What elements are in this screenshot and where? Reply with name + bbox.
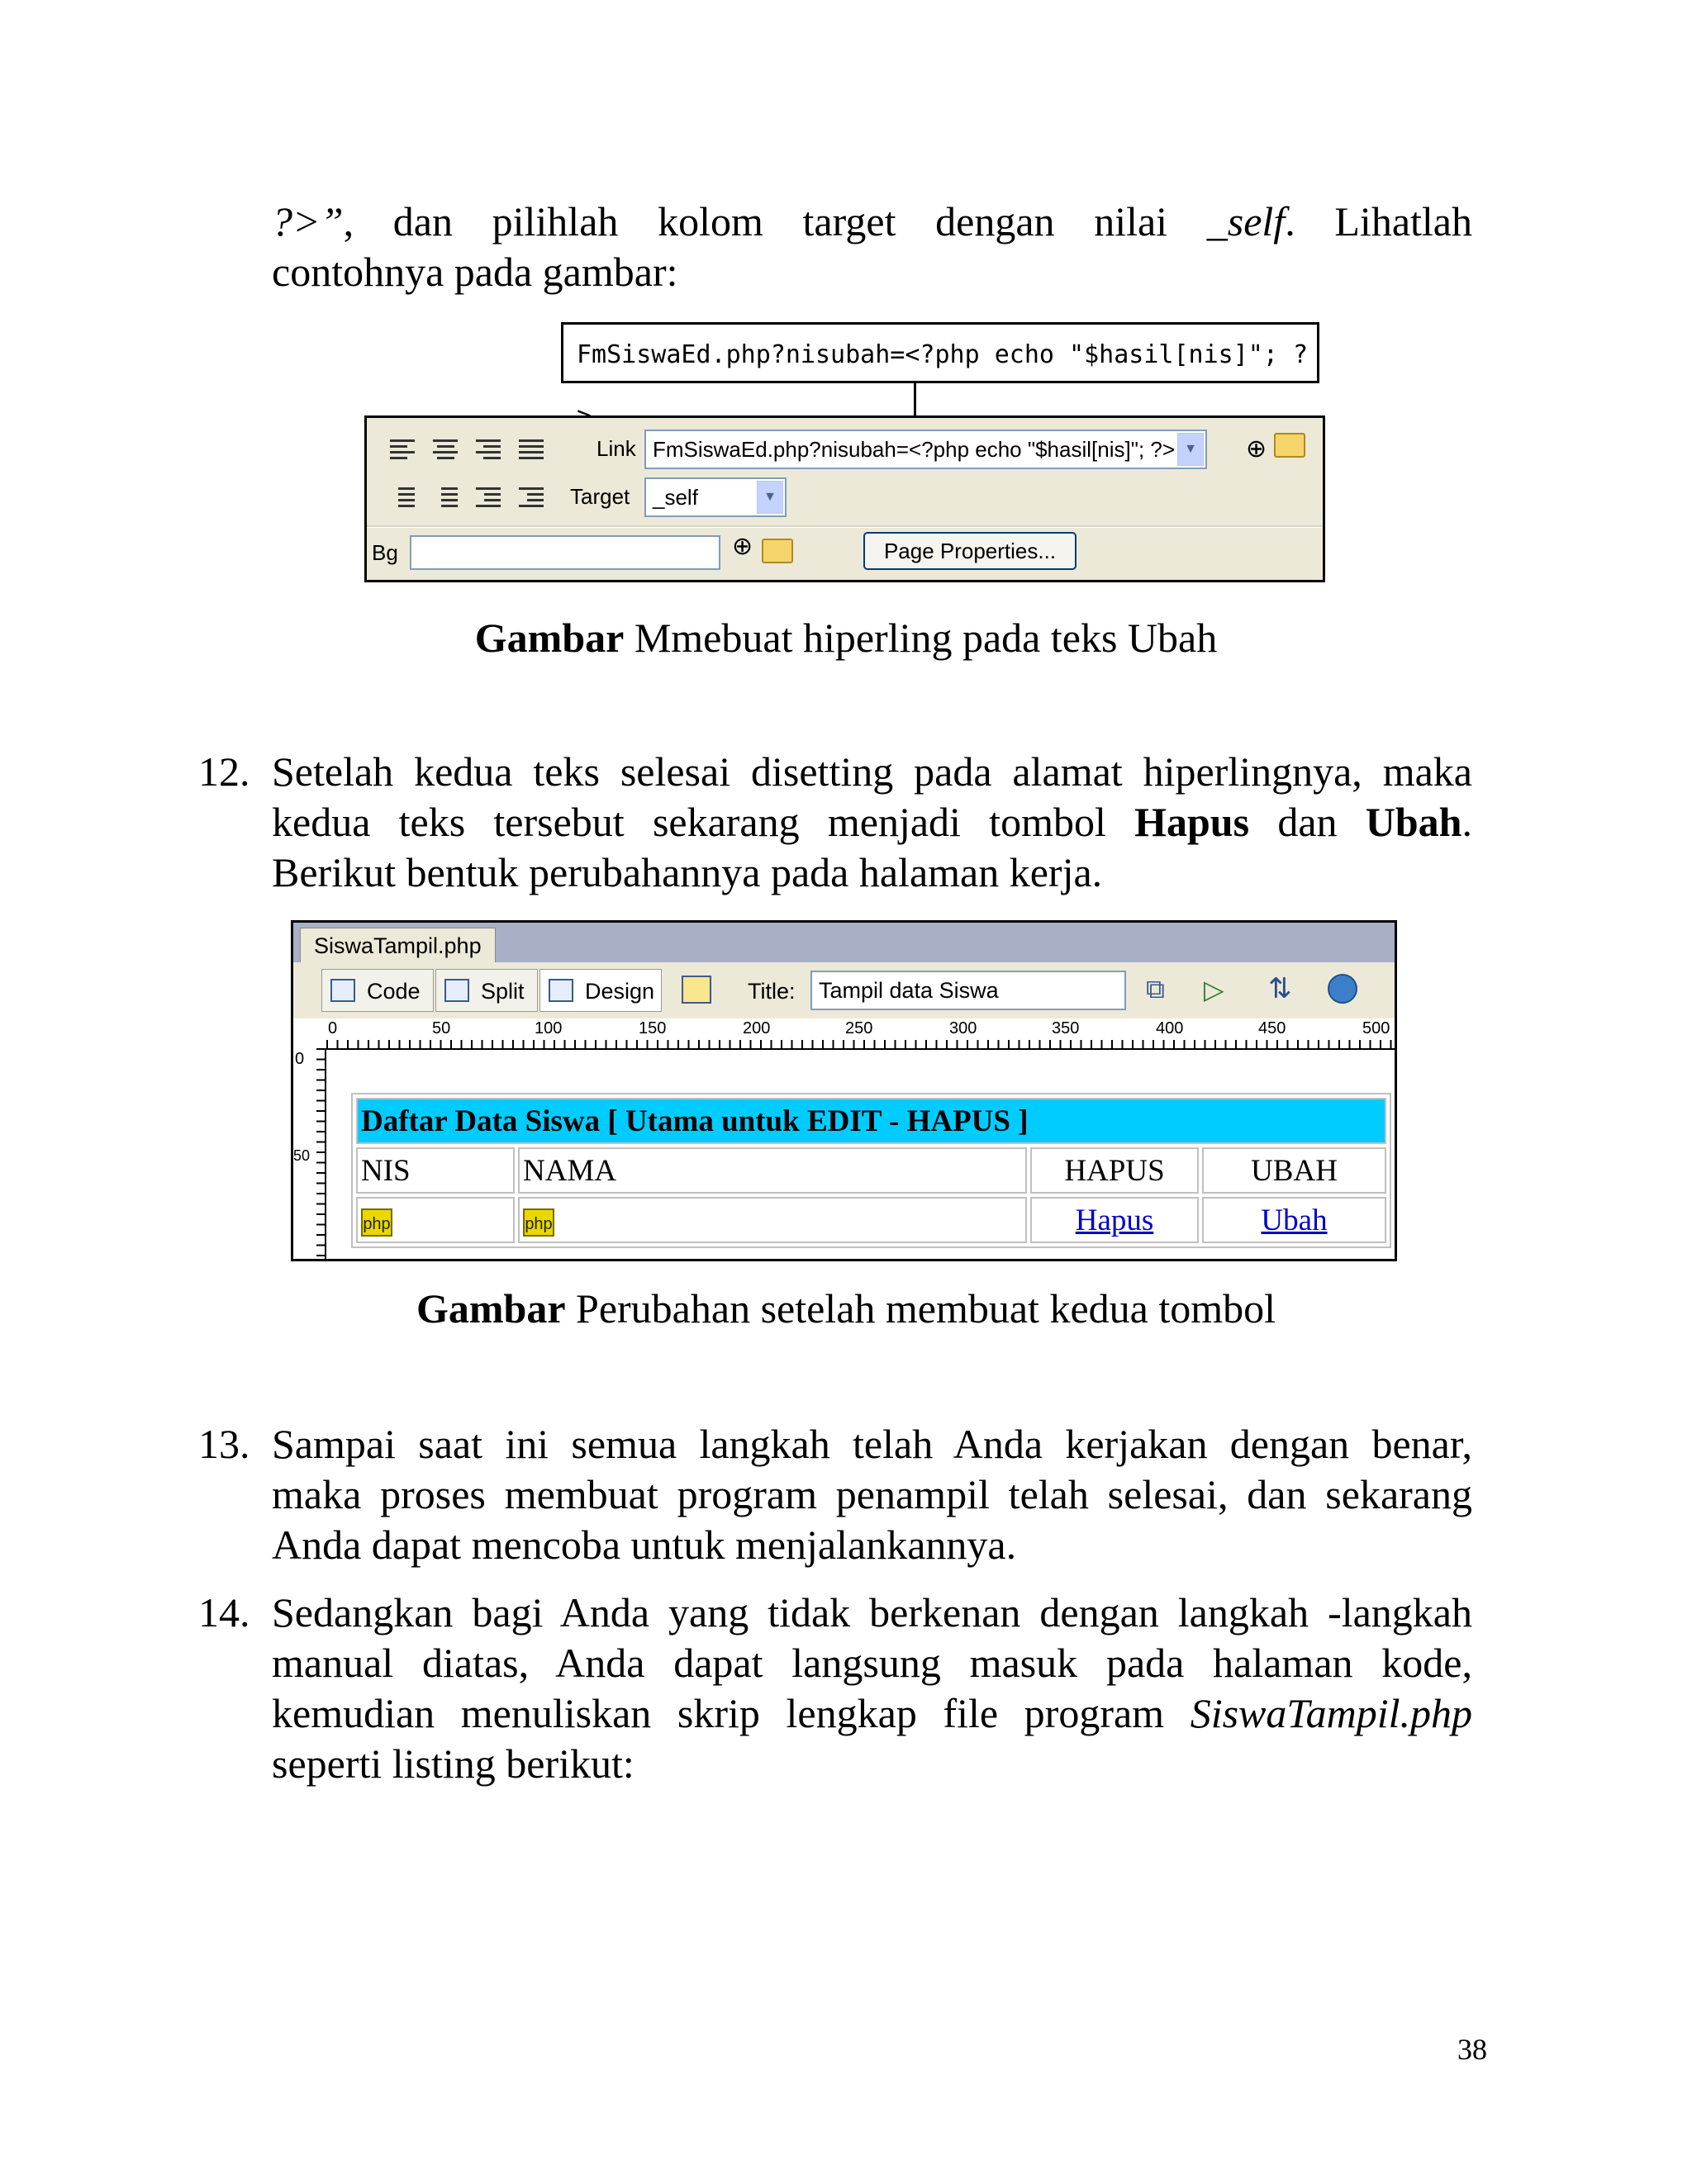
folder-icon[interactable] bbox=[762, 539, 793, 563]
table-title: Daftar Data Siswa [ Utama untuk EDIT - HAPUS ] bbox=[356, 1098, 1386, 1144]
php-code-icon[interactable]: php bbox=[523, 1208, 554, 1237]
step12-number: 12. bbox=[198, 748, 250, 795]
design-view-button[interactable]: Design bbox=[539, 969, 662, 1012]
chevron-down-icon[interactable]: ▼ bbox=[757, 481, 783, 514]
col-ubah-header: UBAH bbox=[1202, 1147, 1386, 1194]
folder-icon[interactable] bbox=[1274, 433, 1305, 458]
align-left-icon[interactable] bbox=[390, 439, 415, 463]
step13-paragraph: Sampai saat ini semua langkah telah Anda kerjakan dengan benar, maka proses membuat program penampil telah selesai, dan sekarang Anda dapat mencoba untuk menjalankannya. bbox=[272, 1421, 1472, 1568]
align-justify-icon[interactable] bbox=[519, 439, 544, 463]
point-to-file-icon[interactable]: ⊕ bbox=[732, 533, 753, 560]
link-callout: FmSiswaEd.php?nisubah=<?php echo "$hasil[nis]"; ? bbox=[561, 322, 1319, 383]
split-icon bbox=[444, 979, 469, 1002]
unordered-list-icon[interactable] bbox=[390, 487, 415, 510]
ruler-minor-ticks bbox=[326, 1040, 1395, 1048]
vertical-ruler bbox=[293, 1048, 326, 1259]
step14-number: 14. bbox=[198, 1589, 250, 1636]
ruler-tick: 350 bbox=[1052, 1019, 1080, 1037]
ruler-minor-ticks bbox=[316, 1048, 325, 1259]
target-select-value: _self bbox=[653, 485, 698, 510]
col-hapus-header: HAPUS bbox=[1030, 1147, 1199, 1194]
ruler-tick: 0 bbox=[328, 1019, 338, 1037]
siswa-table bbox=[351, 1093, 1391, 1248]
ordered-list-icon[interactable] bbox=[433, 487, 458, 510]
table-row bbox=[356, 1197, 1386, 1243]
title-field-value: Tampil data Siswa bbox=[819, 978, 999, 1003]
ruler-tick: 300 bbox=[949, 1019, 977, 1037]
ruler-tick: 250 bbox=[845, 1019, 873, 1037]
ruler-tick: 50 bbox=[432, 1019, 451, 1037]
link-label: Link bbox=[596, 436, 636, 461]
step13-number: 13. bbox=[198, 1421, 250, 1467]
step14-paragraph: Sedangkan bagi Anda yang tidak berkenan dengan langkah -langkah manual diatas, Anda dapat langsung masuk pada halaman kode, kemudian menuliskan skrip lengkap file program SiswaTampil.php seperti listing berikut: bbox=[272, 1589, 1472, 1787]
intro-paragraph: ?>”, dan pilihlah kolom target dengan nilai _self. Lihatlah contohnya pada gambar: bbox=[272, 198, 1472, 295]
figure2-caption: Gambar Perubahan setelah membuat kedua tombol bbox=[416, 1285, 1276, 1332]
panel-divider bbox=[367, 525, 1323, 528]
preview-browser-icon[interactable]: ▷ bbox=[1204, 975, 1224, 1004]
page-number: 38 bbox=[1457, 2033, 1487, 2066]
editor-window bbox=[291, 920, 1397, 1261]
title-label: Title: bbox=[748, 979, 796, 1004]
split-view-button[interactable]: Split bbox=[435, 969, 538, 1012]
chevron-down-icon[interactable]: ▼ bbox=[1177, 433, 1204, 466]
figure1-caption: Gambar Mmebuat hiperling pada teks Ubah bbox=[474, 615, 1218, 661]
indent-icon[interactable] bbox=[519, 487, 544, 510]
code-view-button[interactable]: Code bbox=[321, 969, 434, 1012]
step12-paragraph: Setelah kedua teks selesai disetting pada alamat hiperlingnya, maka kedua teks tersebut sekarang menjadi tombol Hapus dan Ubah. Berikut bentuk perubahannya pada halaman kerja. bbox=[272, 748, 1472, 895]
link-field[interactable] bbox=[644, 430, 1207, 469]
align-center-icon[interactable] bbox=[433, 439, 458, 463]
target-label: Target bbox=[570, 484, 630, 509]
ubah-link[interactable]: Ubah bbox=[1202, 1197, 1386, 1243]
validate-markup-icon[interactable]: ⧉ bbox=[1146, 974, 1165, 1004]
outdent-icon[interactable] bbox=[476, 487, 501, 510]
ruler-tick: 50 bbox=[293, 1147, 311, 1164]
bg-color-field[interactable] bbox=[410, 535, 720, 570]
ruler-tick: 500 bbox=[1362, 1019, 1390, 1037]
ruler-tick: 100 bbox=[535, 1019, 563, 1037]
bg-label: Bg bbox=[372, 540, 398, 565]
ruler-tick: 150 bbox=[639, 1019, 667, 1037]
hapus-link[interactable]: Hapus bbox=[1030, 1197, 1199, 1243]
horizontal-ruler bbox=[293, 1018, 1395, 1050]
live-data-icon[interactable] bbox=[682, 976, 711, 1004]
globe-icon[interactable] bbox=[1328, 974, 1357, 1004]
ruler-tick: 450 bbox=[1258, 1019, 1286, 1037]
page-properties-button[interactable]: Page Properties... bbox=[863, 532, 1077, 570]
point-to-file-icon[interactable]: ⊕ bbox=[1246, 435, 1267, 463]
ruler-tick: 200 bbox=[743, 1019, 771, 1037]
code-icon bbox=[330, 979, 355, 1002]
ruler-tick: 0 bbox=[295, 1050, 305, 1068]
file-management-icon[interactable]: ⇅ bbox=[1268, 973, 1292, 1004]
col-nama-header: NAMA bbox=[518, 1147, 1027, 1194]
design-icon bbox=[549, 979, 573, 1002]
link-field-value: FmSiswaEd.php?nisubah=<?php echo "$hasil[nis]"; ?> bbox=[653, 437, 1176, 462]
properties-panel bbox=[364, 415, 1325, 582]
ruler-tick: 400 bbox=[1156, 1019, 1184, 1037]
target-select[interactable] bbox=[644, 477, 787, 517]
tab-siswatampil[interactable]: SiswaTampil.php bbox=[300, 928, 496, 963]
col-nis-header: NIS bbox=[356, 1147, 515, 1194]
table-header-row bbox=[356, 1147, 1386, 1194]
title-field[interactable] bbox=[810, 971, 1126, 1010]
align-right-icon[interactable] bbox=[476, 439, 501, 463]
document-tab-bar bbox=[293, 923, 1395, 962]
php-code-icon[interactable]: php bbox=[361, 1208, 392, 1237]
document-toolbar bbox=[293, 962, 1395, 1019]
